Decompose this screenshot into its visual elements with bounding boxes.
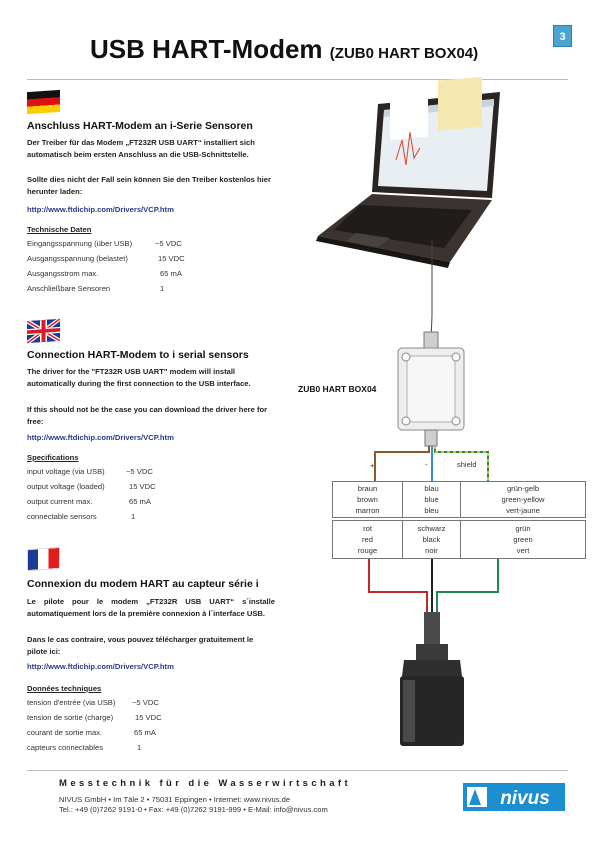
color-de: blau — [424, 484, 439, 493]
color-fr: noir — [425, 546, 438, 555]
en-paragraph-2: If this should not be the case you can download the driver here for free: — [27, 405, 268, 426]
spec-label: Eingangsspannung (über USB) — [27, 239, 133, 248]
ultrasonic-sensor-icon — [400, 612, 464, 746]
modem-wire-colors-table — [332, 481, 586, 518]
en-driver-link[interactable]: http://www.ftdichip.com/Drivers/VCP.htm — [27, 433, 174, 442]
spec-value: 1 — [137, 743, 142, 752]
en-paragraph-1: The driver for the "FT232R USB UART" modem will install automatically during the first connection to the USB interface. — [27, 367, 251, 388]
footer-contact: Tel.: +49 (0)7262 9191-0 • Fax: +49 (0)7262 9191-999 • E-Mail: info@nivus.com — [59, 805, 328, 814]
spec-label: connectable sensors — [27, 512, 97, 521]
de-spec-heading: Technische Daten — [27, 225, 92, 234]
fr-heading: Connexion du modem HART au capteur série i — [27, 578, 259, 590]
sensor-wire-cell — [333, 521, 403, 559]
de-paragraph-1: Der Treiber für das Modem „FT232R USB UART“ installiert sich automatisch beim ersten Anschluss an die USB-Schnittstelle. — [27, 138, 255, 159]
spec-label: courant de sortie max. — [27, 728, 103, 737]
footer-address: NIVUS GmbH • Im Täle 2 • 75031 Eppingen • Internet: www.nivus.de — [59, 795, 291, 804]
color-de: braun — [357, 484, 378, 493]
modem-wire-cell — [333, 482, 403, 518]
footer-tagline: Messtechnik für die Wasserwirtschaft — [59, 778, 352, 789]
modem-label: ZUB0 HART BOX04 — [298, 384, 377, 394]
spec-value: 65 mA — [129, 497, 151, 506]
page-badge: 3 — [553, 25, 572, 47]
spec-value: ~5 VDC — [126, 467, 153, 476]
de-paragraph-2: Sollte dies nicht der Fall sein können Sie den Treiber kostenlos hier herunter laden: — [27, 175, 271, 196]
modem-wire-cell — [461, 482, 586, 518]
spec-value: ~5 VDC — [132, 698, 159, 707]
spec-label: tension de sortie (charge) — [27, 713, 114, 722]
spec-value: 65 mA — [134, 728, 156, 737]
color-de: grün-gelb — [506, 484, 540, 493]
wire-shield-label: shield — [457, 460, 477, 469]
nivus-logo-icon — [463, 781, 565, 813]
svg-text:nivus: nivus — [500, 788, 550, 809]
color-fr: rouge — [357, 546, 378, 555]
color-fr: vert — [516, 546, 530, 555]
sensor-wire-cell — [403, 521, 461, 559]
footer-divider — [27, 770, 568, 771]
wire-plus-label: + — [370, 461, 375, 470]
spec-label: output voltage (loaded) — [27, 482, 105, 491]
en-heading: Connection HART-Modem to i serial sensors — [27, 349, 249, 361]
color-en: black — [422, 535, 441, 544]
color-en: green — [513, 535, 533, 544]
laptop-icon — [316, 77, 500, 268]
sensor-wire-cell — [461, 521, 586, 559]
color-de: rot — [363, 524, 372, 533]
fr-paragraph-2: Dans le cas contraire, vous pouvez télécharger gratuitement le pilote ici: — [27, 635, 254, 656]
color-en: blue — [424, 495, 439, 504]
color-de: grün — [515, 524, 531, 533]
spec-label: Ausgangsspannung (belastet) — [27, 254, 128, 263]
spec-value: 1 — [131, 512, 136, 521]
spec-label: output current max. — [27, 497, 93, 506]
spec-label: Anschließbare Sensoren — [27, 284, 111, 293]
spec-value: 65 mA — [160, 269, 182, 278]
color-fr: bleu — [424, 506, 439, 515]
spec-label: capteurs connectables — [27, 743, 103, 752]
spec-value: 1 — [160, 284, 165, 293]
sensor-wire-colors-table — [332, 520, 586, 559]
spec-value: 15 VDC — [135, 713, 162, 722]
color-de: schwarz — [417, 524, 446, 533]
de-heading: Anschluss HART-Modem an i-Serie Sensoren — [27, 120, 253, 132]
spec-value: 15 VDC — [158, 254, 185, 263]
color-en: red — [362, 535, 373, 544]
spec-label: tension d'entrée (via USB) — [27, 698, 116, 707]
spec-label: input voltage (via USB) — [27, 467, 105, 476]
en-spec-heading: Specifications — [27, 453, 79, 462]
fr-paragraph-1: Le pilote pour le modem „FT232R USB UART“ s´installe automatiquement lors de la première connexion à l´interface USB. — [27, 597, 275, 618]
de-driver-link[interactable]: http://www.ftdichip.com/Drivers/VCP.htm — [27, 205, 174, 214]
title-main: USB HART-Modem — [90, 34, 323, 64]
modem-box-icon — [398, 332, 464, 446]
spec-value: 15 VDC — [129, 482, 156, 491]
color-fr: vert-jaune — [506, 506, 540, 515]
fr-driver-link[interactable]: http://www.ftdichip.com/Drivers/VCP.htm — [27, 662, 174, 671]
color-en: brown — [357, 495, 378, 504]
spec-value: ~5 VDC — [155, 239, 182, 248]
color-fr: marron — [355, 506, 380, 515]
title-sub: (ZUB0 HART BOX04) — [329, 45, 479, 62]
color-en: green-yellow — [501, 495, 545, 504]
fr-spec-heading: Données techniques — [27, 684, 102, 693]
wire-minus-label: - — [425, 460, 428, 469]
modem-wire-cell — [403, 482, 461, 518]
spec-label: Ausgangsstrom max. — [27, 269, 99, 278]
